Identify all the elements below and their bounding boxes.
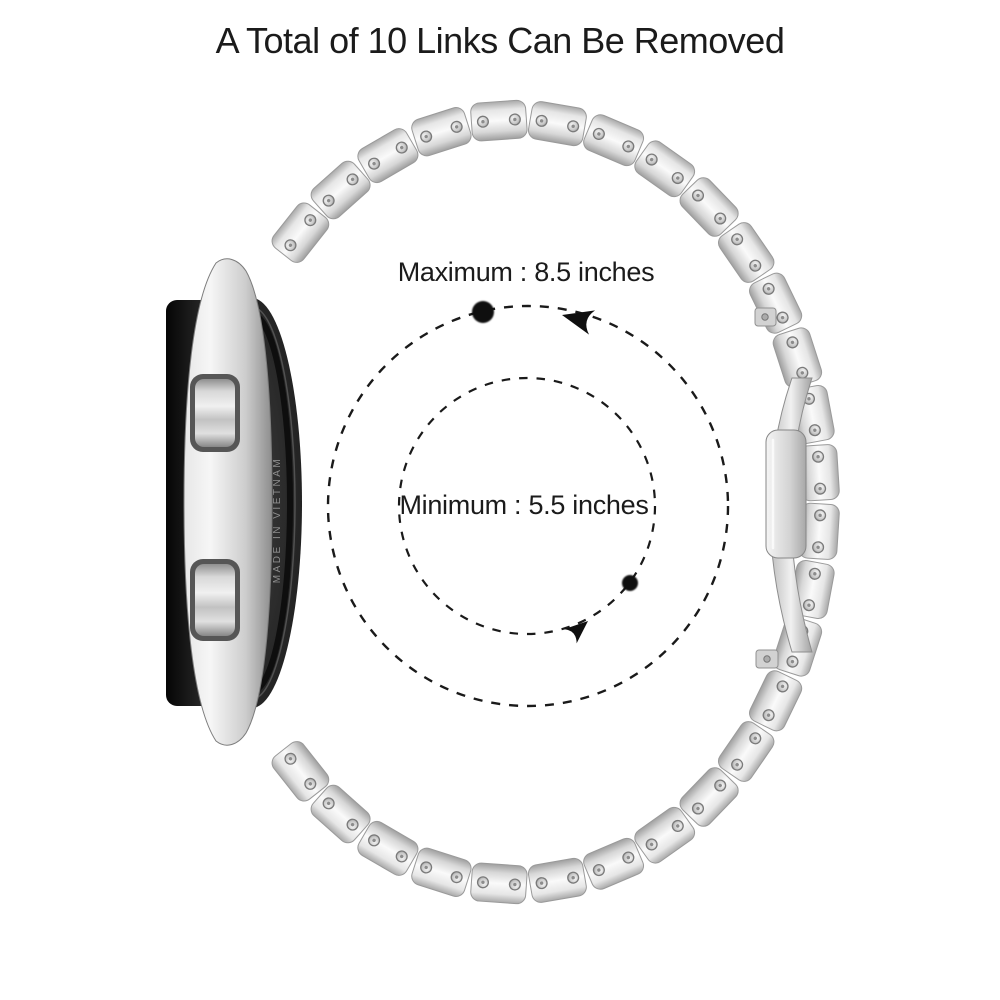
- inner-circle-dot: [622, 575, 638, 591]
- band-link: [470, 100, 528, 142]
- band-link: [581, 112, 646, 168]
- maximum-label: Maximum : 8.5 inches: [397, 257, 655, 287]
- minimum-label: Minimum : 5.5 inches: [399, 490, 649, 520]
- band-link: [581, 836, 646, 892]
- watch-case: [184, 259, 272, 745]
- watch-engraving: MADE IN VIETNAM: [272, 456, 283, 584]
- clasp-screw-top: [762, 314, 768, 320]
- outer-circle-dot: [472, 301, 494, 323]
- outer-circle-arrow: [559, 303, 595, 335]
- watch-button-upper: [190, 374, 240, 452]
- watch-side-view: [166, 259, 302, 745]
- inner-circle-arrow: [564, 614, 594, 643]
- clasp-screw-bottom: [764, 656, 770, 662]
- band-link: [527, 857, 588, 904]
- product-title: A Total of 10 Links Can Be Removed: [215, 20, 785, 61]
- band-link: [409, 846, 473, 899]
- band-link: [527, 100, 588, 147]
- watch-button-lower: [190, 559, 240, 641]
- band-link: [470, 863, 528, 905]
- band-link: [409, 105, 473, 158]
